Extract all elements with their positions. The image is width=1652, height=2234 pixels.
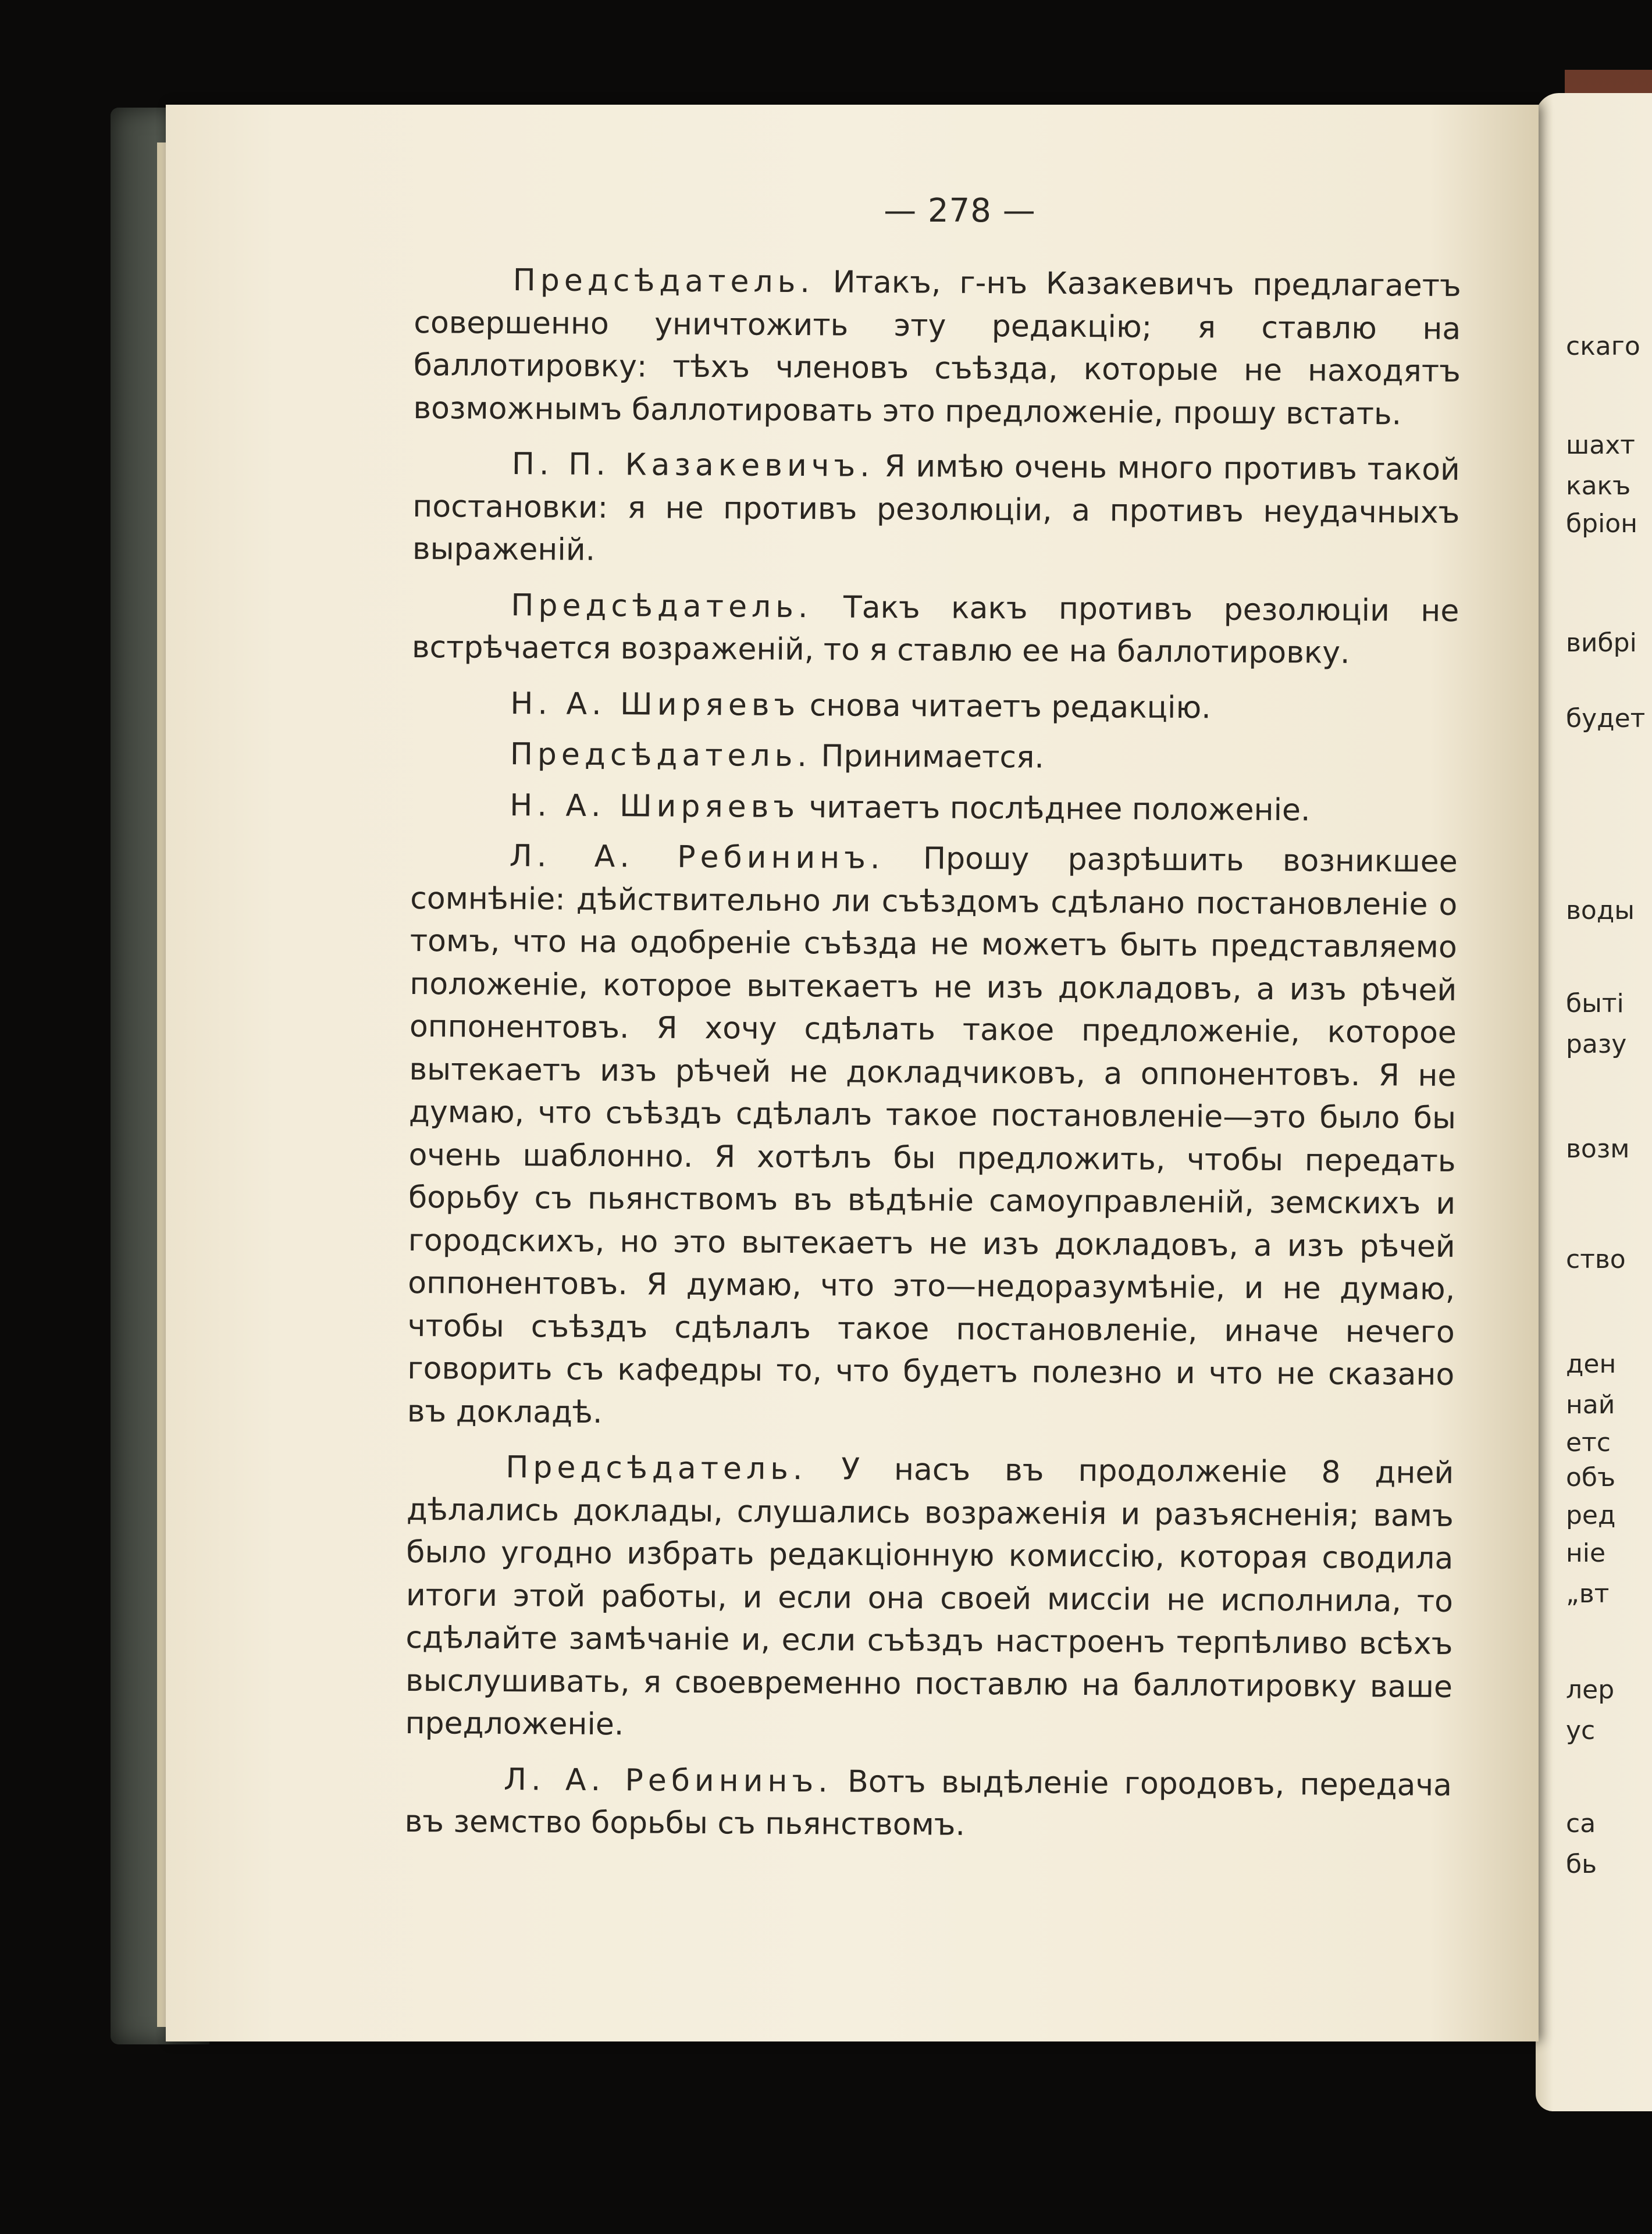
- facing-page-fragment: какъ: [1566, 471, 1631, 501]
- paragraph: [407, 835, 1458, 1440]
- paragraph-text: У насъ въ продолженіе 8 дней дѣлались доклады, слушались возраженія и разъясненія; вамъ было угодно избрать редакціонную комиссію, которая сводила итоги этой работы, и если она своей миссіи не исполнила, то сдѣлайте замѣчаніе и, если съѣздъ настроенъ терпѣливо всѣхъ выслушивать, я своевременно поставлю на баллотировку ваше предложеніе.: [405, 1452, 1454, 1743]
- paragraph-text: Такъ какъ противъ резолюціи не встрѣчается возраженій, то я ставлю ее на баллотировку.: [411, 590, 1459, 671]
- page-text: [404, 259, 1461, 1858]
- page-number: — 278 —: [884, 192, 1036, 230]
- facing-page-fragment: ус: [1566, 1716, 1596, 1745]
- facing-page-fragment: возм: [1566, 1134, 1630, 1164]
- speaker-name: Предсѣдатель.: [511, 587, 813, 625]
- facing-page-fragment: лер: [1566, 1675, 1615, 1705]
- speaker-name: Предсѣдатель.: [505, 1450, 807, 1487]
- facing-page-fragment: бріон: [1566, 509, 1637, 539]
- paragraph: [411, 733, 1458, 782]
- paragraph: [411, 783, 1458, 832]
- speaker-name: Л. А. Ребининъ.: [509, 839, 885, 876]
- facing-page-fragment: ред: [1566, 1501, 1616, 1530]
- speaker-name: Н. А. Ширяевъ: [510, 788, 800, 825]
- paragraph-text: снова читаетъ редакцію.: [809, 687, 1211, 725]
- facing-page-fragment: „вт: [1566, 1579, 1610, 1609]
- speaker-name: Л. А. Ребининъ.: [503, 1762, 832, 1799]
- speaker-name: Предсѣдатель.: [512, 263, 815, 300]
- paragraph: [412, 443, 1460, 577]
- paragraph: [413, 259, 1461, 436]
- paragraph: [412, 583, 1459, 675]
- paragraph-text: Прошу разрѣшить возникшее сомнѣніе: дѣйствительно ли съѣздомъ сдѣлано постановленіе о томъ, что на одобреніе съѣзда не можетъ быть представляемо положеніе, которое вытекаетъ не изъ докладовъ, а изъ рѣчей оппонентовъ. Я хочу сдѣлать такое предложеніе, которое вытекаетъ изъ рѣчей не докладчиковъ, а оппонентовъ. Я не думаю, что съѣздъ сдѣлалъ такое постановленіе—это было бы очень шаблонно. Я хотѣлъ бы предложить, чтобы передать борьбу съ пьянствомъ въ вѣдѣніе самоуправленій, земскихъ и городскихъ, но это вытекаетъ не изъ докладовъ, а изъ рѣчей оппонентовъ. Я думаю, что это—недоразумѣніе, и не думаю, чтобы съѣздъ сдѣлалъ такое постановленіе, иначе нечего говорить съ кафедры то, что будетъ полезно и что не сказано въ докладѣ.: [407, 841, 1458, 1430]
- facing-page-fragment: ство: [1566, 1245, 1626, 1274]
- facing-page-fragment: етс: [1566, 1428, 1611, 1458]
- speaker-name: П. П. Казакевичъ.: [511, 447, 874, 484]
- speaker-name: Н. А. Ширяевъ: [510, 686, 800, 723]
- facing-page-fragment: шахт: [1566, 430, 1635, 460]
- paragraph: [405, 1446, 1454, 1751]
- facing-page-fragment: будет: [1566, 704, 1646, 733]
- facing-page-fragment: бытi: [1566, 989, 1624, 1018]
- facing-page-fragment: най: [1566, 1390, 1615, 1420]
- paragraph-text: читаетъ послѣднее положеніе.: [809, 789, 1311, 828]
- paragraph-text: Вотъ выдѣленіе городовъ, передача въ земство борьбы съ пьянствомъ.: [404, 1764, 1452, 1843]
- paragraph-text: Итакъ, г-нъ Казакевичъ предлагаетъ совершенно уничтожить эту редакцію; я ставлю на баллотировку: тѣхъ членовъ съѣзда, которые не находятъ возможнымъ баллотировать это предложеніе, прошу встать.: [413, 265, 1461, 432]
- paragraph: [404, 1758, 1452, 1850]
- facing-page-fragment: са: [1566, 1809, 1596, 1838]
- facing-page-fragment: объ: [1566, 1463, 1616, 1492]
- facing-page-fragment: ніе: [1566, 1538, 1606, 1568]
- facing-page-fragment: воды: [1566, 896, 1635, 925]
- facing-page-fragment: скаго: [1566, 332, 1640, 361]
- facing-page-fragment: разу: [1566, 1029, 1627, 1059]
- facing-page-fragment: ден: [1566, 1349, 1617, 1379]
- speaker-name: Предсѣдатель.: [510, 737, 812, 774]
- facing-page: [1536, 93, 1652, 2111]
- facing-page-fragment: бь: [1566, 1850, 1597, 1879]
- facing-page-fragment: вибрі: [1566, 628, 1637, 658]
- paragraph-text: Принимается.: [821, 739, 1045, 775]
- paragraph: [411, 682, 1458, 731]
- paragraph-text: Я имѣю очень много противъ такой постановки: я не противъ резолюціи, а противъ неудачныхъ выраженій.: [412, 448, 1461, 568]
